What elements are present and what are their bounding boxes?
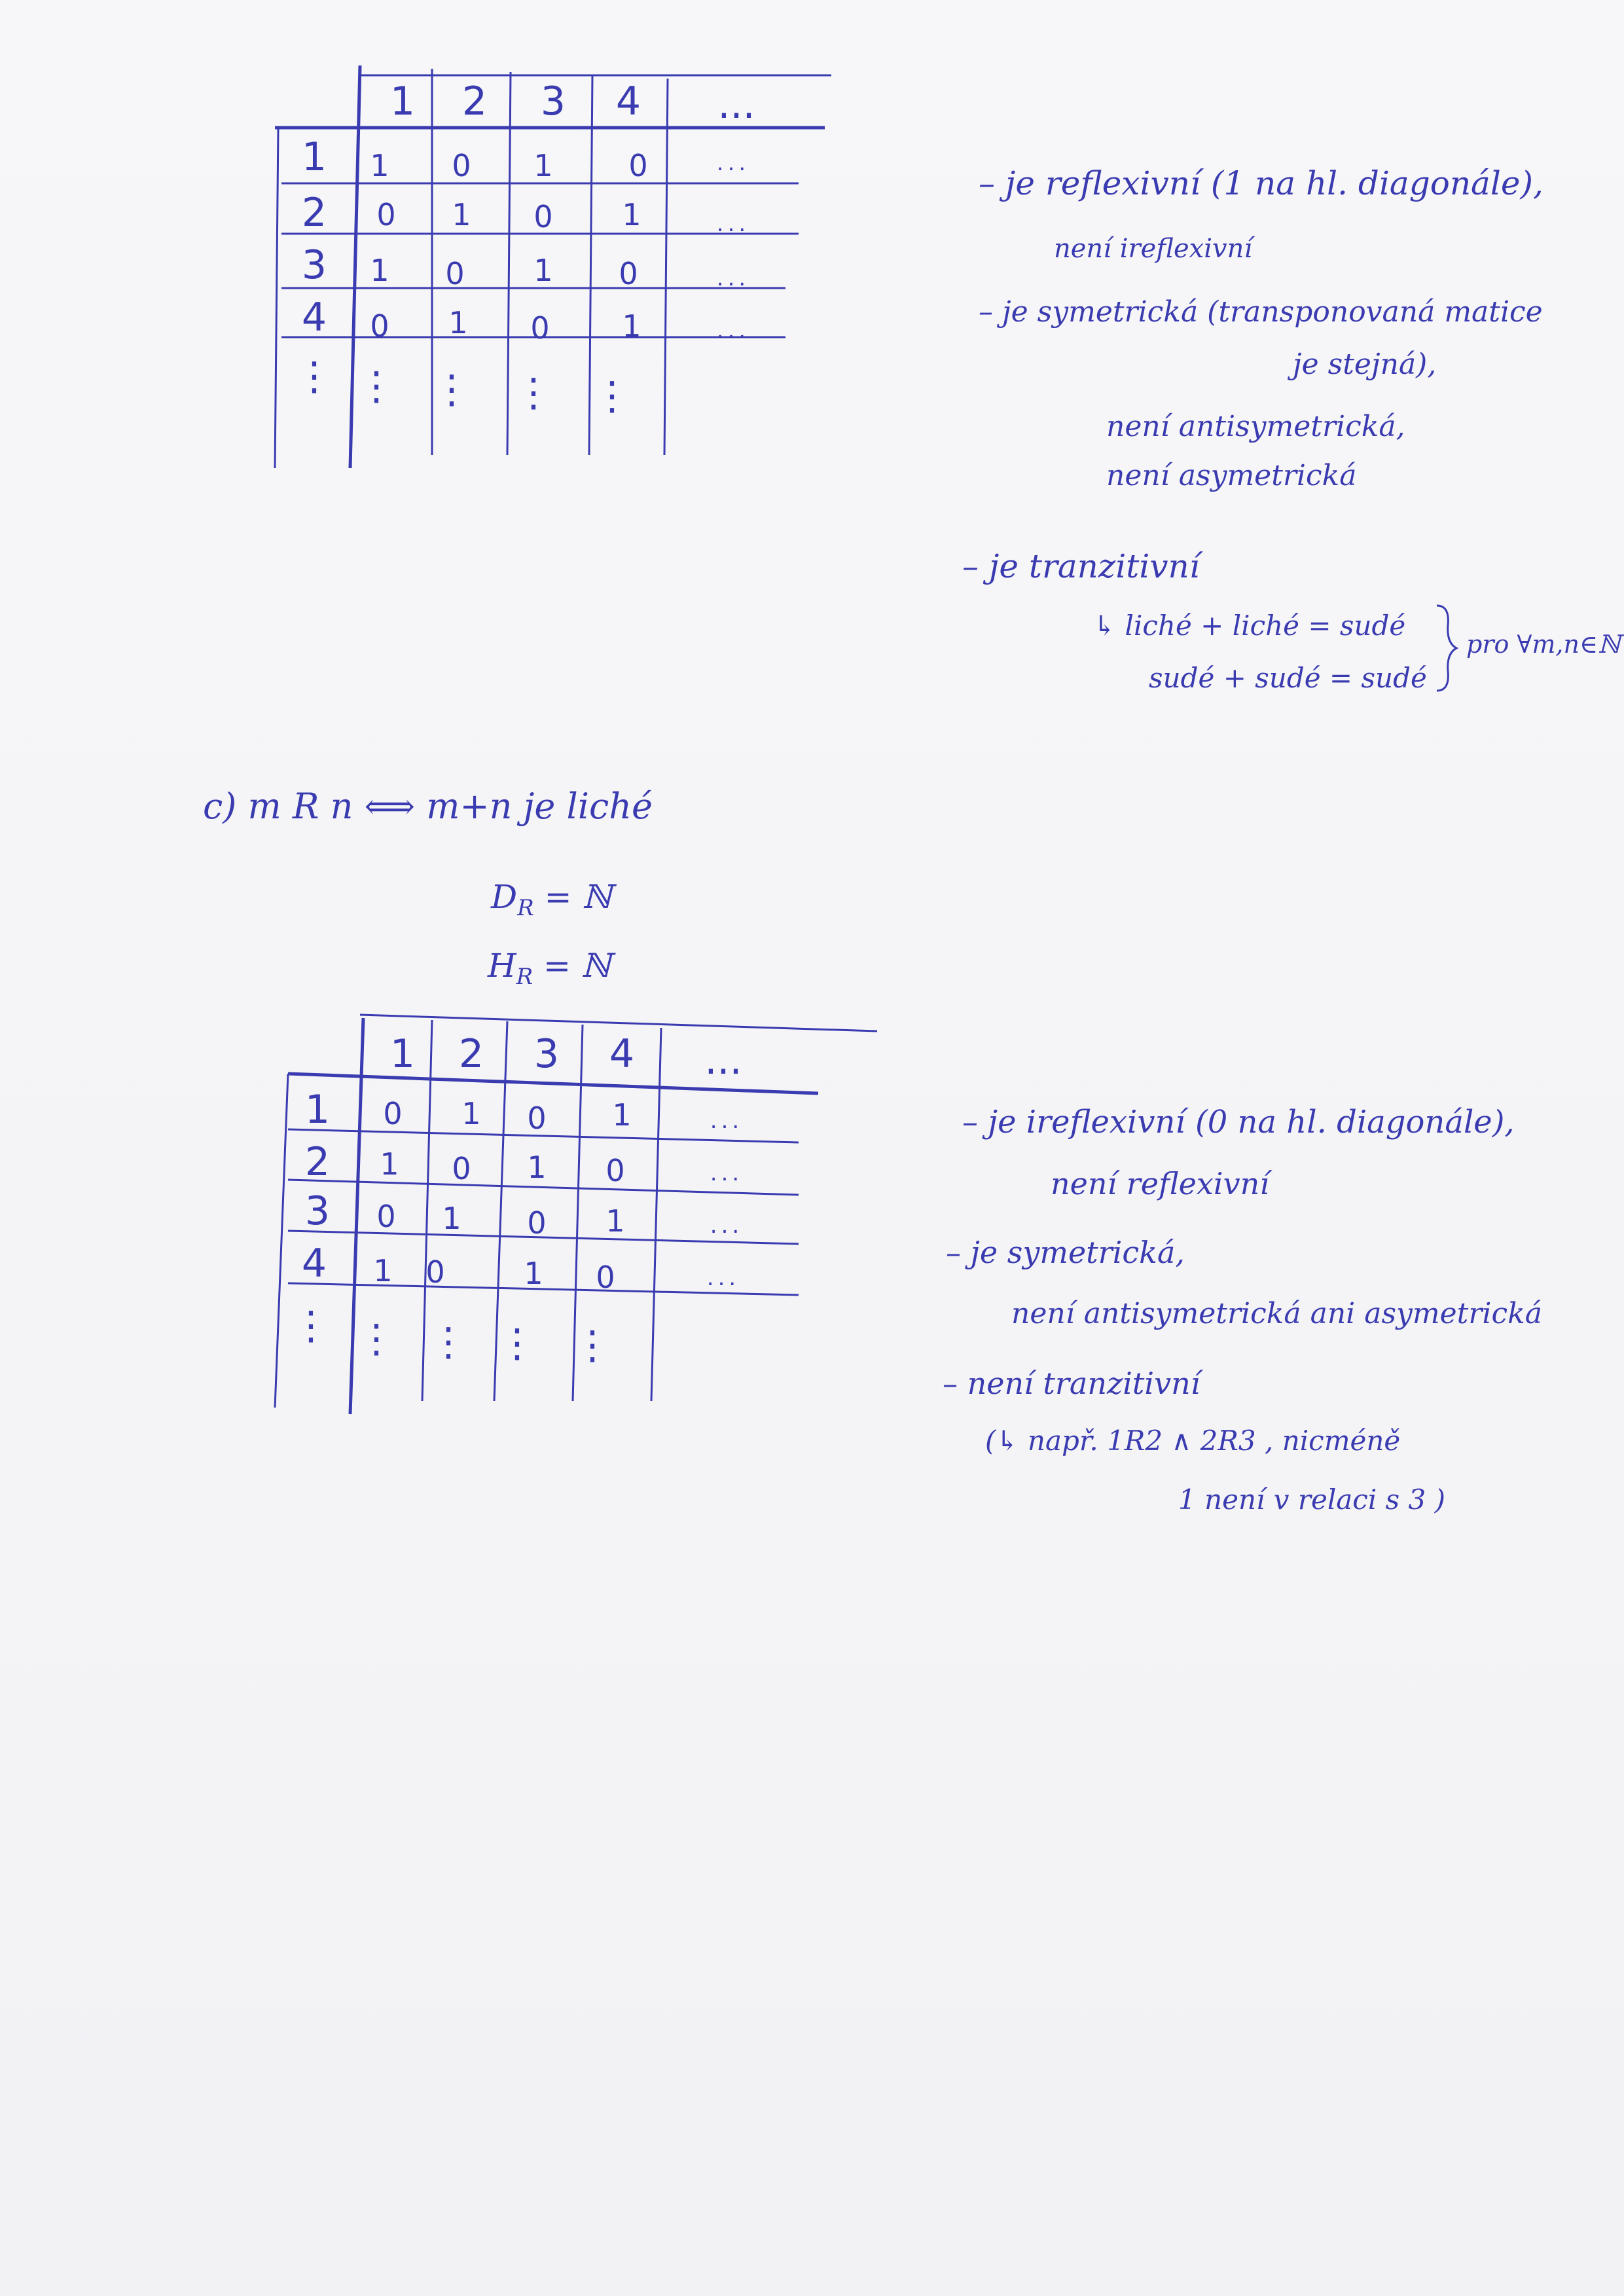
range-letter: H xyxy=(488,947,516,985)
matrix-b-col-header: 1 xyxy=(389,79,416,124)
matrix-c-cell: ... xyxy=(710,1212,744,1239)
matrix-b-col-header: 4 xyxy=(615,79,641,124)
note-transitive: – je tranzitivní xyxy=(962,547,1200,585)
note-symmetric: – je symetrická (transponovaná matice xyxy=(979,295,1543,329)
matrix-b-row-header: 2 xyxy=(301,190,327,236)
matrix-b-row-header: ⋮ xyxy=(295,354,334,399)
note-not-antisym-asym: není antisymetrická ani asymetrická xyxy=(1011,1297,1542,1330)
part-c-domain xyxy=(491,878,613,921)
matrix-c-row-header: 4 xyxy=(301,1241,327,1286)
matrix-c-cell: 0 xyxy=(376,1199,396,1234)
matrix-b-cell: 1 xyxy=(370,148,389,183)
part-c-range xyxy=(488,949,611,988)
matrix-b-col-header: 2 xyxy=(461,79,488,124)
note-not-antisymmetric: není antisymetrická, xyxy=(1106,410,1405,443)
matrix-c-col-header: 4 xyxy=(609,1031,635,1077)
note-symmetric-cont: je stejná), xyxy=(1293,348,1437,381)
matrix-c-cell: ... xyxy=(710,1108,744,1134)
note-not-transitive: – není tranzitivní xyxy=(943,1366,1200,1401)
matrix-c-cell: ⋮ xyxy=(429,1319,468,1365)
matrix-c-cell: ... xyxy=(706,1265,740,1291)
matrix-c-cell: 1 xyxy=(461,1096,481,1131)
matrix-c-cell: ⋮ xyxy=(357,1316,396,1362)
matrix-c-col-header: 1 xyxy=(389,1031,416,1077)
matrix-c-cell: ⋮ xyxy=(573,1322,612,1368)
matrix-b-cell: ⋮ xyxy=(514,370,553,416)
note-example-cont: 1 není v relaci s 3 ) xyxy=(1178,1484,1445,1516)
matrix-b-col-header: ... xyxy=(717,82,755,128)
matrix-b-cell: 1 xyxy=(452,197,471,232)
note-not-reflexive: není reflexivní xyxy=(1051,1166,1269,1201)
matrix-b-cell: 0 xyxy=(452,148,471,183)
matrix-b-cell: ⋮ xyxy=(432,367,471,412)
matrix-c-cell: 0 xyxy=(527,1205,547,1241)
matrix-c-cell: 1 xyxy=(605,1203,625,1239)
matrix-c-cell: 0 xyxy=(605,1153,625,1188)
matrix-b-cell: 1 xyxy=(370,253,389,288)
matrix-b-col-header: 3 xyxy=(540,79,566,124)
matrix-b-cell: 1 xyxy=(622,308,641,344)
matrix-b-cell: 1 xyxy=(533,253,553,288)
domain-rest: = ℕ xyxy=(533,878,613,916)
matrix-b-cell: 0 xyxy=(445,256,465,291)
matrix-c-cell: 1 xyxy=(373,1253,393,1288)
matrix-b-cell: ... xyxy=(716,211,750,237)
range-rest: = ℕ xyxy=(533,947,611,985)
matrix-c-row-header: 3 xyxy=(304,1188,331,1234)
matrix-c-cell: ⋮ xyxy=(497,1321,537,1366)
matrix-b-cell: ⋮ xyxy=(357,363,396,409)
matrix-c-cell: 1 xyxy=(527,1150,547,1185)
matrix-b-cell: ⋮ xyxy=(592,373,632,419)
matrix-c-cell: 0 xyxy=(383,1096,403,1131)
domain-letter: D xyxy=(491,878,518,916)
matrix-b-row-header: 1 xyxy=(301,134,327,180)
matrix-b-cell: ... xyxy=(716,265,750,291)
matrix-c-cell: 0 xyxy=(425,1254,445,1290)
note-rule-odd-odd: ↳ liché + liché = sudé xyxy=(1093,610,1406,642)
matrix-b-cell: 1 xyxy=(448,305,468,340)
matrix-b-cell: 0 xyxy=(530,310,550,346)
matrix-c-row-header: 1 xyxy=(304,1087,331,1133)
note-not-irreflexive: není ireflexivní xyxy=(1054,234,1253,264)
matrix-b-row-header: 4 xyxy=(301,295,327,340)
matrix-b-cell: 1 xyxy=(533,148,553,183)
matrix-c-cell: 1 xyxy=(380,1146,399,1182)
part-c-definition: c) m R n ⟺ m+n je liché xyxy=(203,786,653,827)
matrix-b-cell: 1 xyxy=(622,197,641,232)
note-symmetric-c: – je symetrická, xyxy=(946,1235,1185,1270)
range-subscript: R xyxy=(516,964,533,990)
matrix-b-cell: 0 xyxy=(533,199,553,234)
matrix-c-cell: 1 xyxy=(442,1201,461,1236)
domain-subscript: R xyxy=(517,895,534,921)
note-for-all: pro ∀m,n∈ℕ xyxy=(1466,630,1621,659)
curly-brace-icon xyxy=(1434,602,1460,694)
matrix-b-cell: ... xyxy=(716,318,750,344)
matrix-c-col-header: ... xyxy=(704,1038,742,1084)
matrix-b-cell: ... xyxy=(716,150,750,176)
matrix-c-row-header: ⋮ xyxy=(291,1303,331,1349)
matrix-c-cell: ... xyxy=(710,1160,744,1186)
matrix-c-col-header: 3 xyxy=(533,1031,560,1077)
matrix-c-cell: 1 xyxy=(612,1097,632,1133)
bleed-through xyxy=(851,118,860,151)
note-rule-even-even: sudé + sudé = sudé xyxy=(1149,662,1427,694)
matrix-b-cell: 0 xyxy=(376,197,396,232)
note-irreflexive: – je ireflexivní (0 na hl. diagonále), xyxy=(962,1104,1515,1140)
matrix-c-cell: 1 xyxy=(524,1256,543,1291)
matrix-c-cell: 0 xyxy=(596,1260,615,1295)
matrix-b-cell: 0 xyxy=(619,256,638,291)
note-not-asymmetric: není asymetrická xyxy=(1106,459,1357,492)
note-example: (↳ např. 1R2 ∧ 2R3 , nicméně xyxy=(985,1425,1401,1457)
matrix-b-cell: 0 xyxy=(370,308,389,344)
matrix-b-row-header: 3 xyxy=(301,242,327,288)
note-reflexive: – je reflexivní (1 na hl. diagonále), xyxy=(979,164,1543,202)
matrix-c-cell: 0 xyxy=(452,1151,471,1186)
matrix-b-cell: 0 xyxy=(628,148,648,183)
matrix-c-row-header: 2 xyxy=(304,1139,331,1185)
matrix-c-col-header: 2 xyxy=(458,1031,484,1077)
matrix-c-cell: 0 xyxy=(527,1101,547,1136)
